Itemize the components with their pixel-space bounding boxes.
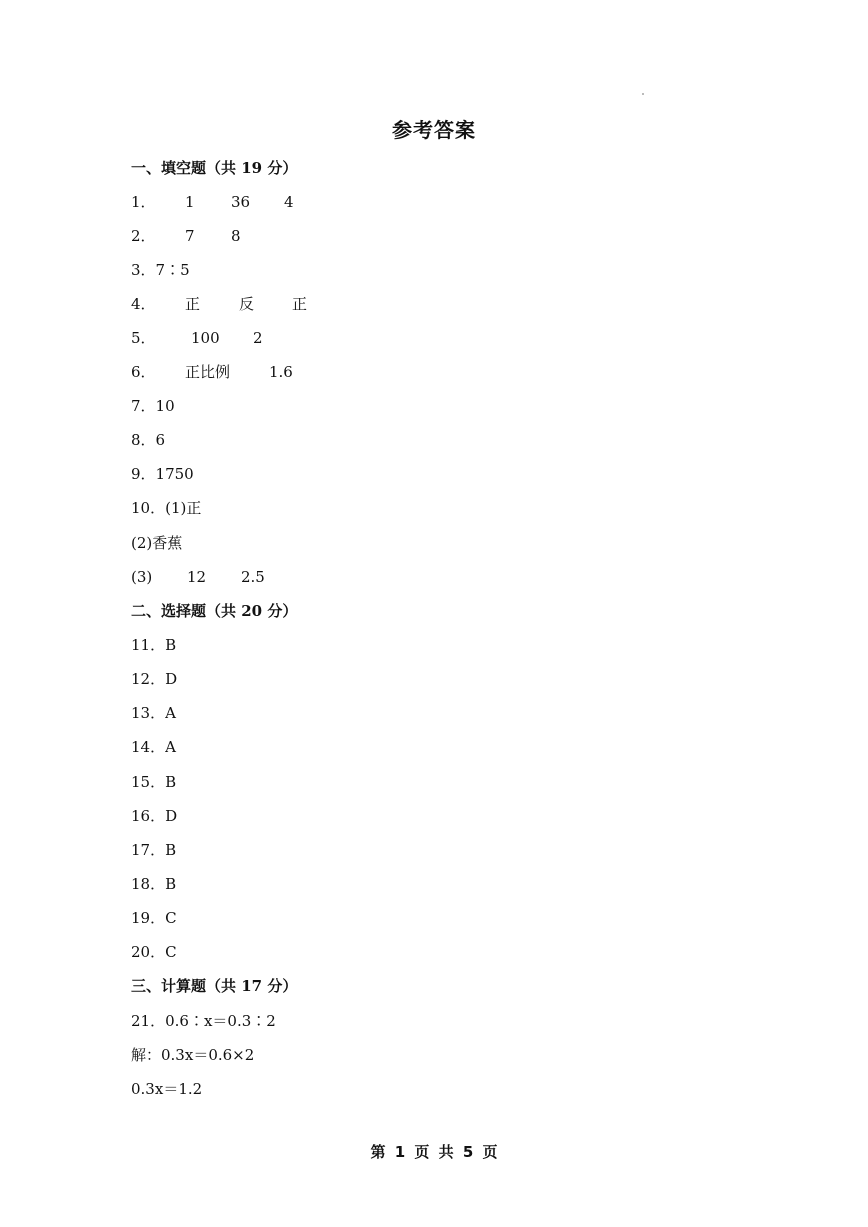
answer-row-q6 [131, 362, 431, 382]
scan-speck [642, 93, 644, 95]
answer-row-q14: 14．A [131, 738, 176, 756]
answer-row-q20: 20．C [131, 943, 177, 961]
answer-value: 12 [187, 568, 207, 586]
answer-value: 1 [185, 193, 195, 211]
question-number: 6． [131, 363, 156, 381]
answer-row-q8: 8．6 [131, 431, 166, 449]
answer-row-q7: 7．10 [131, 397, 175, 415]
section-heading-calc: 三、计算题（共 17 分） [131, 977, 298, 995]
answer-row-q18: 18．B [131, 875, 177, 893]
answer-value: 100 [191, 329, 220, 347]
page-title: 参考答案 [392, 118, 476, 142]
answer-row-q11: 11．B [131, 636, 177, 654]
answer-value: 8 [231, 227, 241, 245]
answer-row-q10-part3 [131, 567, 431, 587]
answer-value: 4 [284, 193, 294, 211]
section-heading-fill-blank: 一、填空题（共 19 分） [131, 159, 298, 177]
answer-row-q1 [131, 192, 431, 212]
answer-row-q10-part2: (2)香蕉 [131, 534, 183, 552]
section-heading-choice: 二、选择题（共 20 分） [131, 602, 298, 620]
answer-value: 正比例 [185, 363, 231, 381]
answer-value: 反 [239, 295, 255, 313]
answer-value: 7 [185, 227, 195, 245]
solution-step: 0.3x＝1.2 [131, 1080, 203, 1098]
answer-row-q4 [131, 294, 431, 314]
answer-row-q21: 21．0.6∶x＝0.3∶2 [131, 1012, 276, 1030]
question-number: 1． [131, 193, 156, 211]
answer-value: 2 [253, 329, 263, 347]
answer-row-q2 [131, 226, 431, 246]
question-number: 4． [131, 295, 156, 313]
answer-row-q3: 3．7∶5 [131, 261, 190, 279]
answer-row-q5 [131, 328, 431, 348]
page-footer: 第 1 页 共 5 页 [370, 1143, 498, 1161]
answer-value: 正 [292, 295, 308, 313]
answer-row-q13: 13．A [131, 704, 176, 722]
answer-value: 1.6 [269, 363, 293, 381]
answer-value: 2.5 [241, 568, 265, 586]
solution-step: 解：0.3x＝0.6×2 [131, 1046, 255, 1064]
answer-row-q19: 19．C [131, 909, 177, 927]
answer-row-q10-part1: 10．(1)正 [131, 499, 202, 517]
question-number: (3) [131, 568, 153, 586]
question-number: 2． [131, 227, 156, 245]
answer-row-q12: 12．D [131, 670, 178, 688]
answer-row-q17: 17．B [131, 841, 177, 859]
answer-row-q16: 16．D [131, 807, 178, 825]
answer-value: 36 [231, 193, 251, 211]
answer-row-q9: 9．1750 [131, 465, 194, 483]
question-number: 5． [131, 329, 156, 347]
answer-row-q15: 15．B [131, 773, 177, 791]
answer-value: 正 [185, 295, 201, 313]
